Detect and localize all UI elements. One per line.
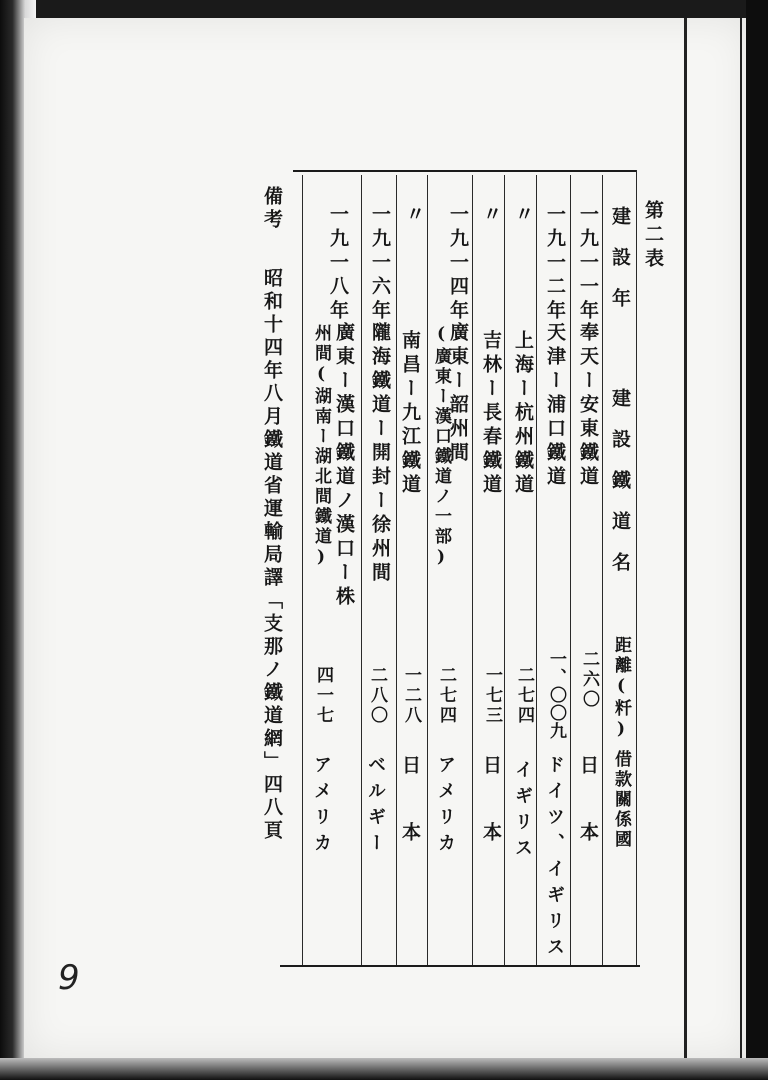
- header-distance: 距離(粁): [611, 636, 631, 742]
- scan-shadow-bottom: [0, 1058, 768, 1080]
- row-loan: ドイツ、イギリス: [544, 755, 565, 963]
- row-distance: 一二八: [401, 666, 421, 726]
- row-year: 一九一一年: [577, 204, 599, 324]
- row-distance: 一七三: [482, 666, 502, 726]
- row-railway: 隴海鐵道ー開封ー徐州間: [369, 322, 391, 586]
- row-divider: [472, 175, 473, 965]
- table-bottom-rule: [280, 965, 640, 967]
- row-year: 〃: [403, 204, 425, 228]
- row-year: 〃: [480, 204, 502, 228]
- remark-text: 昭和十四年八月鐵道省運輸局譯「支那ノ鐵道網」四八頁: [261, 268, 283, 843]
- row-year: 一九一四年: [447, 204, 469, 324]
- row-railway: 上海ー杭州鐵道: [512, 330, 534, 498]
- row-loan: 日本: [399, 755, 421, 889]
- table-title: 第二表: [642, 200, 664, 272]
- row-divider: [396, 175, 397, 965]
- header-loan: 借款關係國: [611, 750, 631, 850]
- page-edge-line: [684, 18, 687, 1058]
- row-distance: 一、〇〇九: [546, 650, 566, 740]
- row-divider: [602, 175, 603, 965]
- row-loan: ベルギー: [365, 755, 386, 859]
- scan-shadow-right: [746, 0, 768, 1080]
- row-divider: [570, 175, 571, 965]
- row-railway: 奉天ー安東鐵道: [577, 322, 599, 490]
- table-top-rule: [293, 170, 636, 172]
- page-number: 9: [58, 958, 80, 998]
- row-divider: [361, 175, 362, 965]
- row-year: 一九一六年: [369, 204, 391, 324]
- row-railway: 南昌ー九江鐵道: [399, 330, 421, 498]
- row-loan: 日本: [480, 755, 502, 889]
- row-railway: 廣東ー韶州間: [447, 322, 469, 466]
- row-year: 一九一二年: [544, 204, 566, 324]
- row-railway-note: 州間(湖南ー湖北間鐵道): [311, 324, 331, 570]
- row-divider: [504, 175, 505, 965]
- row-railway: 吉林ー長春鐵道: [480, 330, 502, 498]
- row-loan: アメリカ: [311, 755, 332, 859]
- row-distance: 四一七: [313, 666, 333, 726]
- remark-label: 備考: [261, 186, 283, 232]
- row-year: 〃: [512, 204, 534, 228]
- row-loan: イギリス: [512, 760, 533, 864]
- row-loan: アメリカ: [435, 755, 456, 859]
- page-edge-line-outer: [740, 18, 742, 1058]
- row-divider: [427, 175, 428, 965]
- header-year: 建設年: [609, 206, 631, 329]
- row-distance: 二六〇: [579, 650, 599, 710]
- header-railway: 建設鐵道名: [609, 388, 631, 593]
- row-distance: 二八〇: [367, 666, 387, 726]
- row-distance: 二七四: [436, 666, 456, 726]
- row-divider: [536, 175, 537, 965]
- row-railway-note: (廣東ー漢口鐵道ノ一部): [431, 324, 451, 570]
- table-right-rule: [636, 170, 637, 965]
- row-railway: 天津ー浦口鐵道: [544, 322, 566, 490]
- row-loan: 日本: [577, 755, 599, 889]
- table-left-rule: [302, 175, 303, 965]
- row-year: 一九一八年: [327, 204, 349, 324]
- row-distance: 二七四: [514, 666, 534, 726]
- row-railway: 廣東ー漢口鐵道ノ漢口ー株: [333, 322, 355, 610]
